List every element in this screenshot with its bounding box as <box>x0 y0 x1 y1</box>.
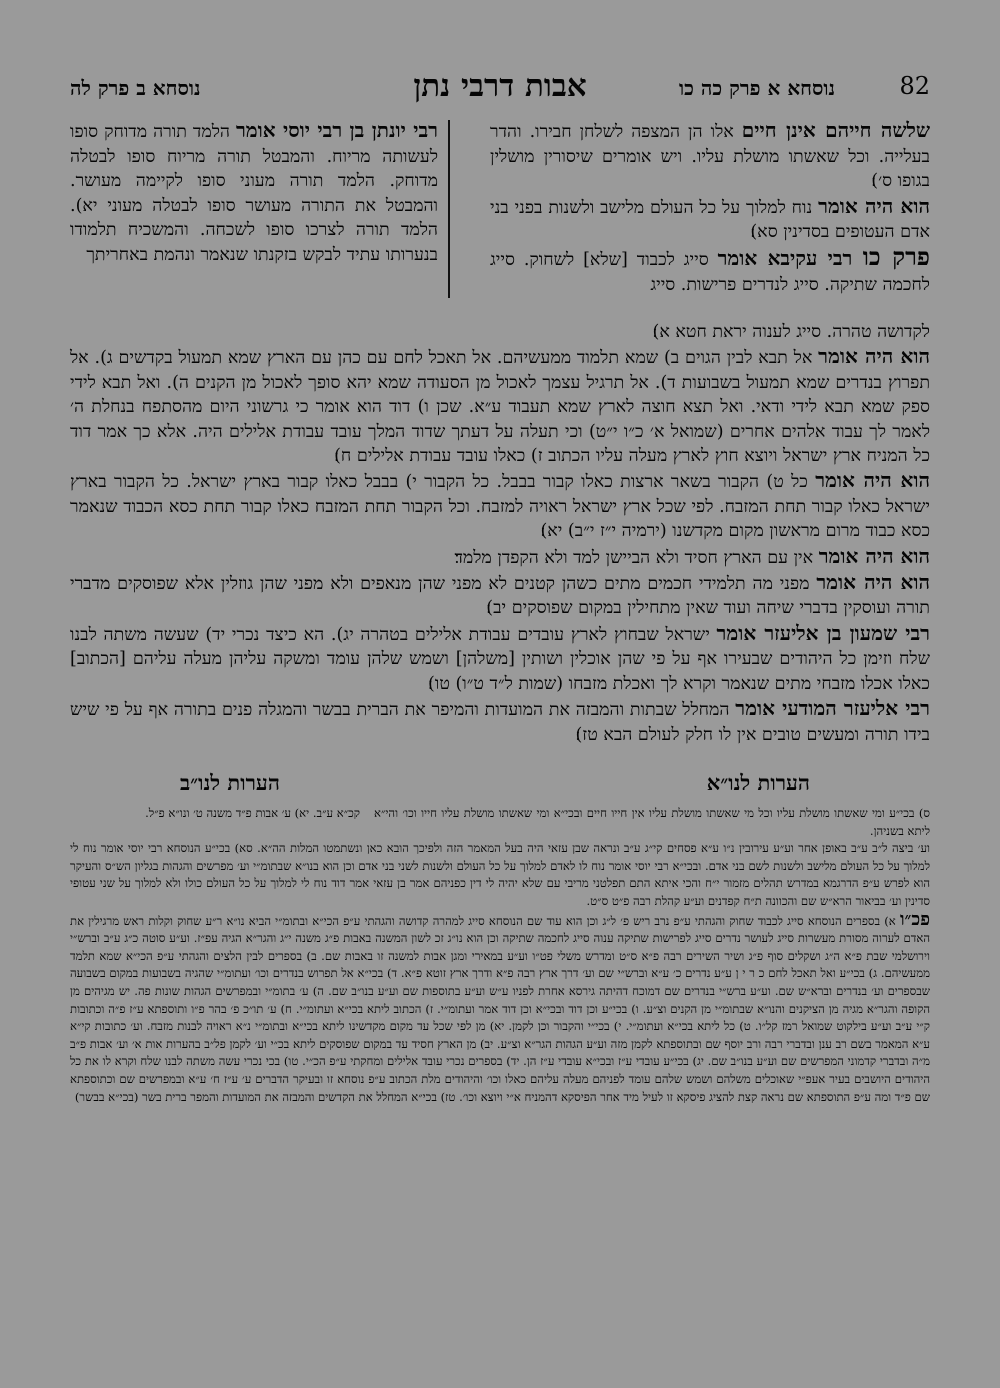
footnotes <box>70 805 930 1106</box>
text-segment: אלו הן המצפה לשלחן חבירו. והדר בעלייה. וכל שאשתו מושלת עליו. ויש אומרים שיסורין מושלין בגופו ס׳)׃ <box>490 122 930 192</box>
text-segment: כל ט) הקבור בשאר ארצות כאלו קבור בבבל. כל הקבור י) בבבל כאלו קבור בארץ ישראל. כל הקבור בארץ ישראל כאלו קבור תחת המזבח. לפי שכל ארץ ישראל ראויה למזבח. וכל הקבור תחת המזבח כאלו קבור תחת כסא הכבוד שנאמר כסא כבוד מרום מראשון מקום מקדשנו (ירמיה י״ז י״ב) יא)׃ <box>70 472 930 542</box>
running-title-version-b: נוסחא ב פרק לה <box>70 76 201 100</box>
text-segment: א) בספרים הנוסחא סייג לכבוד שחוק והגהתי ע״פ נרב ריש פ׳ ל״ג וכן הוא עוד שם הנוסחא סייג למהרה קדושה והגהתי ע״פ הכי״א ובתומ״י הביא נו״א ר״ע שחוק וקלות ראש מרגילין את האדם לערוה מסורת מעשרות סייג לעושר נדרים סייג לפרישות שתיקה ענוה סייג לחכמה שתיקה וכן הוא נו״ג זכ לשון המשנה באבות פ״ג משנה י״ג והגר״א הגיה עפ״ז. וע״ע סוטה כ״ג ע״ב וברש״י וירושלמי שבת פ״א ה״ג ושקלים סוף פ״ג ושיר השירים רבה פ״א ס״ט ומדרש משלי פט״ו וע״ע במאירי ומגן אבות למשנה זו באבות שם. ב) בספרים לבין הלצים והגהתי ע״פ הכי״א שמא תלמד ממעשיהם. ג) בכי״ע ואל תאכל לחם כ ר י ן ע״ע נדרים כ׳ ע״א וברש״י שם וע׳ דרך ארץ רבה פ״א ודרך ארץ זוטא פ״א. ד) בכי״א אל תפרוש בנדרים וכו׳ ועתומ״י שהגיה בשבועות במקום בשבועה שבספרים וע׳ בנדרים וברא״ש שם. וע״ע ברש״י בנדרים שם דמוכח דהיתה גירסא אחרת לפניו ע״ש וע״ע בתוספות שם וע״ע בנו״ב שם. ה) ע׳ בתומ״י ובמפרשים הגהות שונות פה. יש מגיהים מן הקופה והגר״א מגיה מן הציקנים והנו״א שבתומ״י מן הקנים וצ״ע. ו) בכי״ע וכן דוד ובכי״א וכן דוד אמר ועתומ״י. ז) הכתוב ליתא בכי״א ועתומ״י. ח) ע׳ תו״כ פ׳ בהר פ״ו ותוספתא ע״ז פ״ה וכתובות ק״י ע״ב וע״ע בילקוט שמואל רמז קל״ו. ט) כל ליתא בכי״א ועתומ״י. י) בכי״י והקבור וכן לקמן. יא) מן לפי שכל עד מקום מקדשינו ליתא בכי״א ובתומ״י נ״א ראויה לבנות מזבח. וע׳ כתובות קי״א ע״א המאמר בשם רב ענן ובדברי רבה ורב יוסף שם ובתוספתא לקמן מזה וע״ע הגהות הגר״א וצ״ע. יב) מן הארץ חסיד עד במקום שפוסקים ליתא בכ״י וע׳ לקמן פל״ב בהערות אות א׳ וע׳ אבות פ״ב מ״ה ובדברי קדמוני המפרשים שם וע״ע בנו״ב שם. יג) בכי״ע עובדי ע״ז ובכי״א עובדי ע״ז הן. יד) בספרים נכרי עובד אלילים ומחקתי ע״פ הכ״י. טו) בכי נכרי עשה משתה לבנו שלח וקרא לו את כל היהודים היושבים בעיר אעפ״י שאוכלים משלהם ושמש שלהם עומד לפניהם מעלה עליהם כאלו וכו׳ והיהודים מלת הכתוב ע״פ נוסחא זו ובעיקר הדברים ע׳ ע״ז ח׳ ע״א ובמפרשים שם וכתוספתא שם פ״ד ומה ע״פ התוספתא שם נראה קצת להציג פיסקא זו לעיל מיד אחר הפיסקא דהמניח א״י ויוצא וכו׳. טז) בכי״א המחלל את הקדשים והמבזה את המועדות והמפר ברית בשר (בכי״א בבשר) <box>70 913 930 1104</box>
chapter-note-label: פכ״ו <box>899 908 930 930</box>
main-text <box>70 320 930 747</box>
note-paragraph: וע׳ ביצה ל״ב ע״ב באופן אחר וע״ע עירובין נ״ו ע״א פסחים קי״ג ע״ב ונראה שבן עזאי היה בעל המאמר הזה ולפיכך הובא כאן ונשתמטו המלות הה״א. סא) בכי״ע הנוסחא רבי יוסי אומר נוח לי למלוך על כל העולם מלישב ולשנות לשם בני אדם. ובכי״א רבי יוסי אומר נוח לו לאדם למלוך על כל העולם ולשנות לשני בני אדם וכן הוא בנו״א שבתומ״י וע׳ מפרשים והגהות בגליון הש״ס והעיקר הוא לפרש ע״פ הדרגמא במדרש תהלים מזמור י״ח והכי איתא התם תפלטני מריבי עם שלא יהיה לי דין כפניהם אמר בן עזאי אמר דוד נוח לי למלוך על כל העולם כולו ולא למלוך על שני עטופי סדינין וע׳ בביאור הרא״ש שם והכוונה ת״ח קפדנים וע״ע קהלת רבה פ״ט ס״ט. <box>70 841 931 908</box>
text-segment: סייג לכבוד [שלא] לשחוק. סייג לחכמה שתיקה. סייג לנדרים פרישות. סייג <box>490 249 930 295</box>
paragraph: לקדושה טהרה. סייג לענוה יראת חטא א)׃ <box>652 322 930 342</box>
notes-heading-version-b: הערות לנו״ב <box>180 770 280 795</box>
paragraph <box>70 344 930 468</box>
paragraph <box>70 570 930 621</box>
lead-words: הוא היה אומר <box>816 570 931 595</box>
text-segment: המחלל שבתות והמבזה את המועדות והמיפר את הברית בבשר והמגלה פנים בתורה אף על פי שיש בידו תורה ומעשים טובים אין לו חלק לעולם הבא טז)׃ <box>70 700 930 745</box>
text-segment: ישראל שבחוץ לארץ עובדים עבודת אלילים בטהרה יג). הא כיצד נכרי יד) שעשה משתה לבנו שלח וזימן כל היהודים שבעירו אף על פי שהן אוכלין ושותין [משלהן] ושמש שלהן עומד ומשקה עליהן מעלה עליהם [הכתוב] כאלו אכלו מזבחי מתים שנאמר וקרא לך ואכלת מזבחו (שמות ל״ד ט״ו) טו)׃ <box>70 624 930 694</box>
running-title-version-a: נוסחא א פרק כה כו <box>679 76 835 100</box>
note-version-b: קכ״א ע״ב. יא) ע׳ אבות פ״ד משנה ט׳ ונו״א פ״ל. <box>145 806 360 820</box>
book-title: אבות דרבי נתן <box>413 68 587 104</box>
paragraph <box>70 544 930 570</box>
column-version-b <box>70 118 438 268</box>
lead-words: הוא היה אומר <box>815 468 930 493</box>
lead-words: הוא היה אומר <box>818 543 930 568</box>
paragraph <box>70 621 930 696</box>
paragraph <box>70 696 930 747</box>
lead-words: שלשה חייהם אינן חיים <box>741 118 931 142</box>
column-divider <box>448 120 450 298</box>
text-segment: מפני מה תלמידי חכמים מתים כשהן קטנים לא מפני שהן מנאפים ולא מפני שהן גוזלין אלא שפוסקים מדברי תורה ועוסקין בדברי שיחה ועוד שאין מתחילין במקום שפוסקים יב)׃ <box>70 574 930 619</box>
lead-words: הוא היה אומר <box>818 344 930 369</box>
page-header <box>70 70 930 110</box>
notes-heading-version-a: הערות לנו״א <box>706 770 810 795</box>
lead-words: הוא היה אומר <box>818 193 931 218</box>
note-version-a: ס) בכי״ע ומי שאשתו מושלת עליו וכל מי שאשתו מושלת עליו אין חייו חיים ובכי״א ומי שאשתו מושלת עליו חייו וכו׳ והי״א ליתא בשניהן. <box>374 806 930 838</box>
paragraph <box>70 468 930 543</box>
chapter-heading: פרק כו <box>862 241 930 271</box>
text-segment: נוח למלוך על כל העולם מלישב ולשנות בפני בני אדם העטופים בסדינין סא)׃ <box>490 197 930 243</box>
text-segment: אל תבא לבין הגוים ב) שמא תלמוד ממעשיהם. אל תאכל לחם עם כהן עם הארץ שמא תמעול בקדשים ג). אל תפרוץ בנדרים שמא תמעול בשבועות ד). אל תרגיל עצמך לאכול מן הסעודה שמא יהא סופך לאכול מן הקנים ה). ואל תבא לידי ספק שמא תבא לידי ודאי. ואל תצא חוצה לארץ שמא תעבוד ע״א. שכן ו) דוד הוא אומר כי גרשוני היום מהסתפח בנחלת ה׳ לאמר לך עבוד אלהים אחרים (שמואל א׳ כ״ו י״ט) וכי תעלה על דעתך שדוד המלך עובד עבודת אלילים היה. אלא כך אמר דוד כל המניח ארץ ישראל ויוצא חוץ לארץ מעלה עליו הכתוב ז) כאלו עובד עבודת אלילים ח)׃ <box>70 348 930 467</box>
lead-words: רבי שמעון בן אליעזר אומר <box>716 620 930 645</box>
notes-top-row <box>70 805 930 840</box>
column-version-a <box>490 118 930 297</box>
text-segment: הלמד תורה מדוחק סופו לעשותה מריוח. והמבטל תורה מריוח סופו לבטלה מדוחק. הלמד תורה מעוני סופו לקיימה מעושר. והמבטל את התורה מעושר סופו לבטלה מעוני יא). הלמד תורה לצרכו סופו לשכחה. והמשכיח תלמודו בנערותו עתיד לבקש בזקנתו שנאמר ונהמת באחריתך <box>70 122 438 265</box>
page-number: 82 <box>899 72 930 100</box>
lead-words: רבי יונתן בן רבי יוסי אומר <box>235 118 438 142</box>
lead-words: רבי אליעזר המודעי אומר <box>735 696 930 721</box>
note-paragraph <box>70 908 930 1107</box>
lead-words: רבי עקיבא אומר <box>717 245 863 270</box>
notes-headings <box>70 770 930 800</box>
text-segment: אין עם הארץ חסיד ולא הביישן למד ולא הקפדן מלמד׃ <box>454 547 819 568</box>
